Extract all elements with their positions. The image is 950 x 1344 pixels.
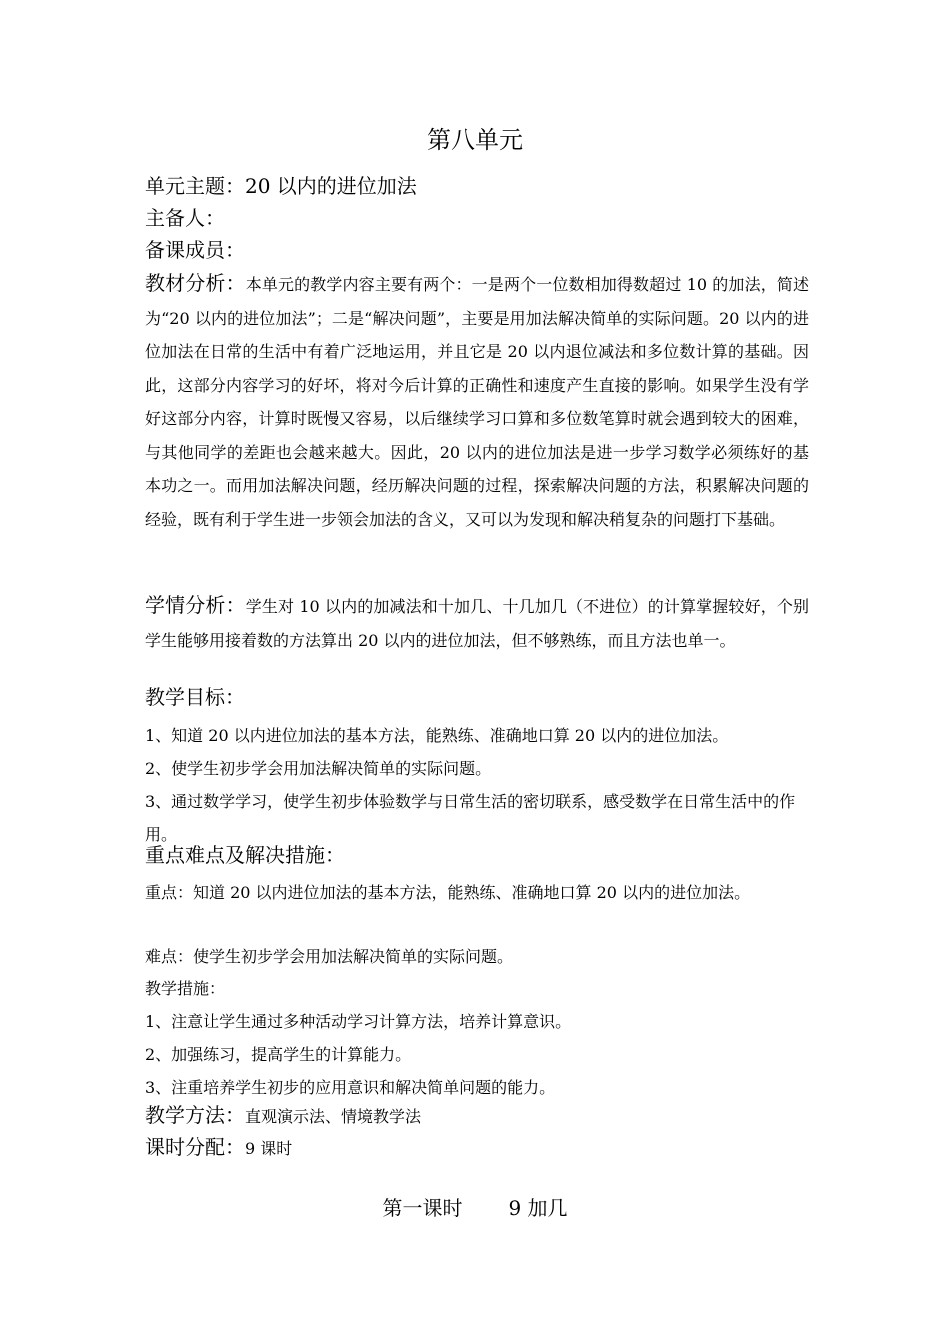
methods-value: 直观演示法、情境教学法 — [245, 1107, 422, 1126]
unit-theme — [145, 171, 417, 201]
schedule-line — [145, 1132, 292, 1164]
objectives-heading: 教学目标： — [145, 685, 245, 709]
measure-item: 2、加强练习，提高学生的计算能力。 — [145, 1045, 412, 1064]
objective-item: 1、知道 20 以内进位加法的基本方法，能熟练、准确地口算 20 以内的进位加法。 — [145, 726, 729, 745]
methods-line — [145, 1100, 421, 1132]
material-analysis — [145, 267, 809, 536]
lesson-number: 第一课时 — [382, 1196, 463, 1220]
material-analysis-label: 教材分析： — [145, 271, 246, 295]
schedule-label: 课时分配： — [145, 1135, 245, 1159]
lesson-heading — [0, 1192, 950, 1221]
members-line: 备课成员： — [145, 238, 245, 262]
key-points-heading: 重点难点及解决措施： — [145, 843, 345, 867]
unit-title: 第八单元 — [427, 126, 523, 154]
material-analysis-text: 本单元的教学内容主要有两个：一是两个一位数相加得数超过 10 的加法，简述为“20 以内的进位加法”；二是“解决问题”，主要是用加法解决简单的实际问题。20 以内的进位加法在日常的生活中有着广泛地运用，并且它是 20 以内退位减法和多位数计算的基础。因此，这部分内容学习的好坏，将对今后计算的正确性和速度产生直接的影响。如果学生没有学好这部分内容，计算时既慢又容易，以后继续学习口算和多位数笔算时就会遇到较大的困难，与其他同学的差距也会越来越大。因此，20 以内的进位加法是进一步学习数学必须练好的基本功之一。而用加法解决问题，经历解决问题的过程，探索解决问题的方法，积累解决问题的经验，既有利于学生进一步领会加法的含义，又可以为发现和解决稍复杂的问题打下基础。 — [145, 275, 809, 529]
objectives-list — [145, 719, 815, 851]
student-analysis-text: 学生对 10 以内的加减法和十加几、十几加几（不进位）的计算掌握较好，个别学生能够用接着数的方法算出 20 以内的进位加法，但不够熟练，而且方法也单一。 — [145, 597, 809, 650]
objective-item: 3、通过数学学习，使学生初步体验数学与日常生活的密切联系，感受数学在日常生活中的作用。 — [145, 792, 796, 844]
focus-text: 重点：知道 20 以内进位加法的基本方法，能熟练、准确地口算 20 以内的进位加法。 — [145, 883, 751, 902]
preparer-line: 主备人： — [145, 206, 225, 230]
methods-label: 教学方法： — [145, 1103, 245, 1127]
student-analysis — [145, 589, 809, 657]
objective-item: 2、使学生初步学会用加法解决简单的实际问题。 — [145, 759, 492, 778]
measures-list — [145, 1005, 815, 1104]
student-analysis-label: 学情分析： — [145, 593, 246, 617]
measure-item: 3、注重培养学生初步的应用意识和解决简单问题的能力。 — [145, 1078, 556, 1097]
difficulty-text: 难点：使学生初步学会用加法解决简单的实际问题。 — [145, 947, 514, 966]
measures-heading: 教学措施： — [145, 979, 226, 998]
theme-label: 单元主题： — [145, 174, 245, 198]
lesson-topic: 9 加几 — [508, 1196, 568, 1220]
theme-value: 20 以内的进位加法 — [245, 174, 417, 198]
schedule-value: 9 课时 — [245, 1139, 293, 1158]
measure-item: 1、注意让学生通过多种活动学习计算方法，培养计算意识。 — [145, 1012, 572, 1031]
